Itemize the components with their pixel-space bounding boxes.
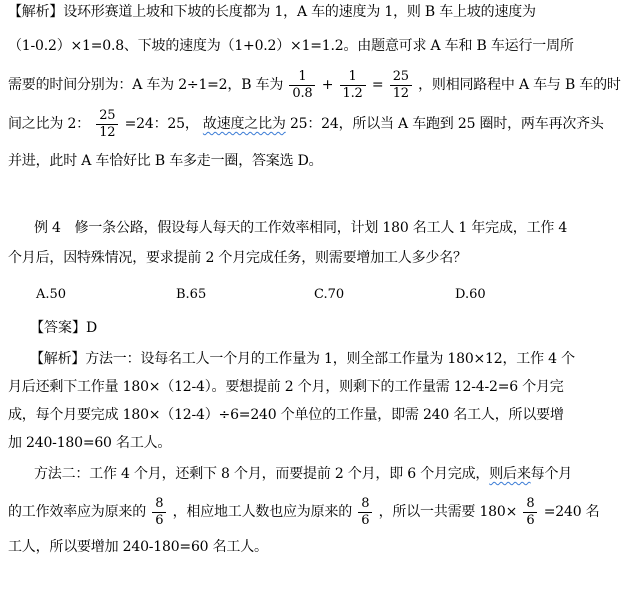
example4-line1: 例 4 修一条公路，假设每人每天的工作效率相同，计划 180 名工人 1 年完成，工作 4 <box>34 220 568 236</box>
method2-line1-text-pre: 方法二：工作 4 个月，还剩下 8 个月，而要提前 2 个月，即 6 个月完成， <box>34 466 490 482</box>
analysis2-method2-line3: 工人，所以要增加 240-180=60 名工人。 <box>8 539 268 555</box>
method2-line2-text-b: ，相应地工人数也应为原来的 <box>172 504 353 520</box>
analysis1-line3-text-pre: 需要的时间分别为：A 车为 2÷1=2，B 车为 <box>8 77 284 93</box>
option-d: D.60 <box>455 287 486 302</box>
fraction-denominator: 1.2 <box>342 85 363 101</box>
method2-line2-text-d: =240 名 <box>543 504 600 520</box>
fraction-25-over-12 <box>390 69 412 102</box>
method2-line1-underlined: 则后来 <box>489 466 531 482</box>
fraction-25-over-12 <box>96 108 118 141</box>
fraction-denominator: 12 <box>99 124 116 140</box>
analysis1-line2: （1-0.2）×1=0.8、下坡的速度为（1+0.2）×1=1.2。由题意可求 A 车和 B 车运行一周所 <box>8 38 574 54</box>
analysis1-line4-text-post: 25：24，所以当 A 车跑到 25 圈时，两车再次齐头 <box>289 116 604 132</box>
analysis1-line4-underlined: 故速度之比为 <box>202 116 286 132</box>
analysis1-line5: 并进，此时 A 车恰好比 B 车多走一圈，答案选 D。 <box>8 153 323 169</box>
fraction-denominator: 12 <box>392 85 409 101</box>
fraction-1-over-0.8 <box>289 69 315 102</box>
analysis2-method2-line2 <box>8 495 599 529</box>
fraction-denominator: 6 <box>526 512 535 528</box>
analysis2-method2-line1 <box>34 465 572 483</box>
analysis1-line4-text-pre: 间之比为 2： <box>8 116 90 132</box>
plus-sign: + <box>321 77 334 93</box>
fraction-numerator: 8 <box>152 496 166 513</box>
analysis1-line4-text-mid: =24：25， <box>124 116 199 132</box>
fraction-numerator: 1 <box>340 69 366 86</box>
fraction-8-over-6 <box>358 496 372 529</box>
analysis1-line3-text-post: ，则相同路程中 A 车与 B 车的时 <box>418 77 621 93</box>
analysis2-line1: 【解析】方法一：设每名工人一个月的工作量为 1，则全部工作量为 180×12，工作 4 个 <box>30 351 575 367</box>
option-b: B.65 <box>176 287 207 302</box>
fraction-denominator: 6 <box>155 512 164 528</box>
equals-sign: = <box>371 77 384 93</box>
fraction-numerator: 25 <box>390 69 412 86</box>
fraction-8-over-6 <box>523 496 537 529</box>
analysis1-line1: 【解析】设环形赛道上坡和下坡的长度都为 1，A 车的速度为 1，则 B 车上坡的速度为 <box>8 4 536 20</box>
fraction-8-over-6 <box>152 496 166 529</box>
answer-line: 【答案】D <box>30 320 98 336</box>
analysis1-line3 <box>8 68 621 102</box>
method2-line2-text-c: ，所以一共需要 180× <box>378 504 518 520</box>
fraction-denominator: 6 <box>361 512 370 528</box>
fraction-numerator: 8 <box>523 496 537 513</box>
analysis2-line2: 月后还剩下工作量 180×（12-4）。要想提前 2 个月，则剩下的工作量需 12-4-2=6 个月完 <box>8 379 564 395</box>
fraction-numerator: 25 <box>96 108 118 125</box>
fraction-1-over-1.2 <box>340 69 366 102</box>
option-c: C.70 <box>314 287 345 302</box>
analysis2-line4: 加 240-180=60 名工人。 <box>8 435 172 451</box>
fraction-denominator: 0.8 <box>292 85 313 101</box>
fraction-numerator: 8 <box>358 496 372 513</box>
method2-line2-text-a: 的工作效率应为原来的 <box>8 504 146 520</box>
analysis2-line3: 成，每个月要完成 180×（12-4）÷6=240 个单位的工作量，即需 240 名工人，所以要增 <box>8 407 564 423</box>
example4-line2: 个月后，因特殊情况，要求提前 2 个月完成任务，则需要增加工人多少名？ <box>8 250 467 266</box>
method2-line1-text-post: 每个月 <box>530 466 573 482</box>
analysis1-line4 <box>8 107 604 141</box>
fraction-numerator: 1 <box>289 69 315 86</box>
option-a: A.50 <box>36 287 67 302</box>
